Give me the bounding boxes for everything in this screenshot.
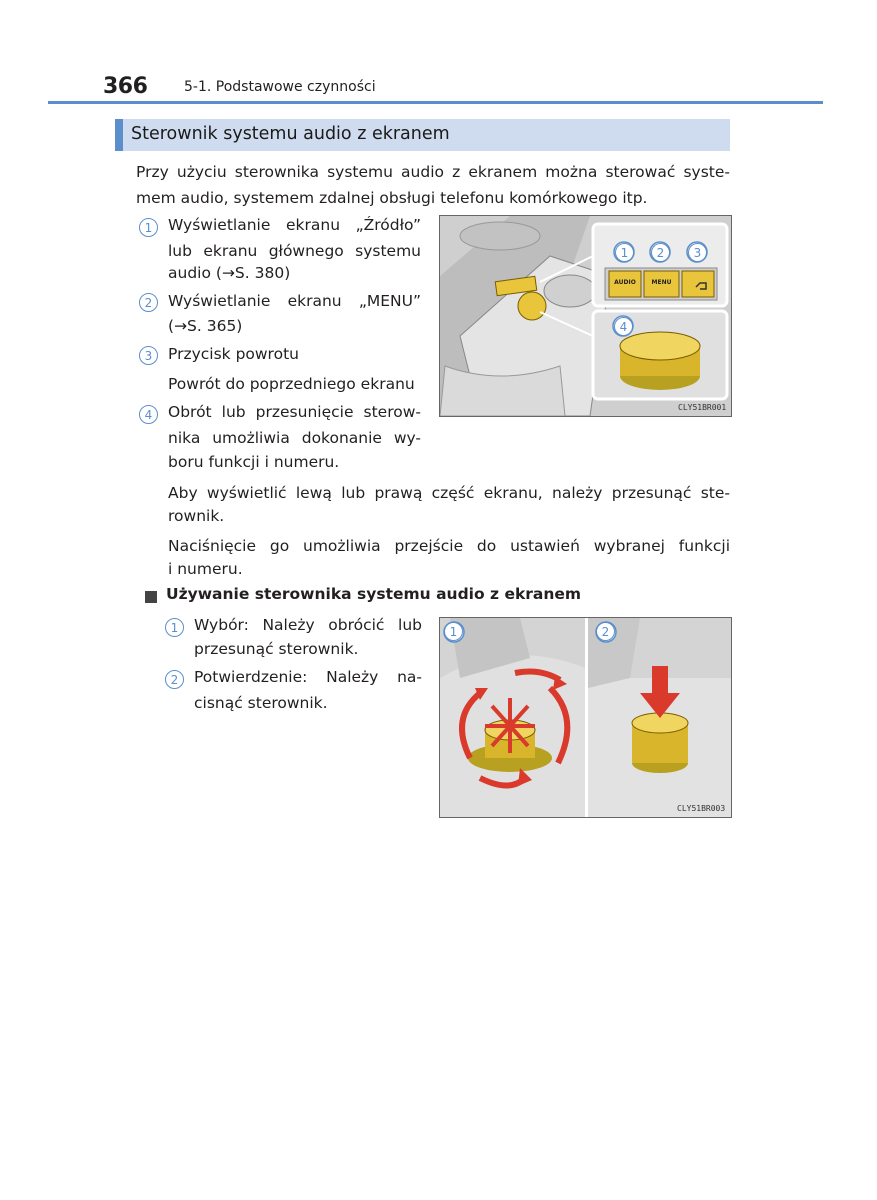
callout-1: 1 (615, 243, 634, 262)
section-marker (115, 119, 123, 151)
operation-figure (439, 617, 732, 818)
item-1-line-2: lub ekranu głównego systemu (168, 242, 421, 260)
para-2-line-1: Naciśnięcie go umożliwia przejście do ustawień wybranej funkcji (168, 537, 730, 555)
operation-illustration (440, 618, 731, 817)
controller-illustration (440, 216, 731, 416)
controller-figure (439, 215, 732, 417)
para-2-line-2: i numeru. (168, 560, 243, 578)
item-3-line-1: Przycisk powrotu (168, 345, 299, 363)
menu-button-label: MENU (651, 279, 672, 286)
subitem-1-line-2: przesunąć sterownik. (194, 640, 359, 658)
section-title: Sterownik systemu audio z ekranem (131, 124, 450, 144)
callout-2: 2 (651, 243, 670, 262)
item-1-line-1: Wyświetlanie ekranu „Źródło” (168, 216, 421, 234)
section-heading (115, 119, 730, 151)
para-1-line-1: Aby wyświetlić lewą lub prawą część ekranu, należy przesunąć ste- (168, 484, 730, 502)
subsection-title: Używanie sterownika systemu audio z ekranem (166, 585, 582, 603)
audio-button-label: AUDIO (614, 279, 636, 286)
chapter-title: 5-1. Podstawowe czynności (184, 79, 376, 95)
callout-4: 4 (614, 317, 633, 336)
subitem-number: 1 (165, 618, 184, 637)
item-number: 4 (139, 405, 158, 424)
panel-label-1: 1 (444, 622, 463, 641)
intro-line-1: Przy użyciu sterownika systemu audio z ekranem można sterować syste- (136, 163, 730, 181)
bullet-square (145, 591, 157, 603)
subitem-2-line-1: Potwierdzenie: Należy na- (194, 668, 422, 686)
figure-code: CLY51BR001 (678, 403, 727, 412)
item-4-line-2: nika umożliwia dokonanie wy- (168, 429, 421, 447)
subitem-number: 2 (165, 670, 184, 689)
subitem-1-line-1: Wybór: Należy obrócić lub (194, 616, 422, 634)
subitem-2-line-2: cisnąć sterownik. (194, 694, 328, 712)
panel-label-2: 2 (596, 622, 615, 641)
figure-code: CLY51BR003 (677, 804, 726, 813)
header-rule (48, 101, 823, 104)
item-4-line-3: boru funkcji i numeru. (168, 453, 340, 471)
item-number: 2 (139, 293, 158, 312)
item-2-line-1: Wyświetlanie ekranu „MENU” (168, 292, 421, 310)
item-number: 1 (139, 218, 158, 237)
intro-line-2: mem audio, systemem zdalnej obsługi telefonu komórkowego itp. (136, 189, 648, 207)
page-number: 366 (103, 74, 148, 99)
item-number: 3 (139, 346, 158, 365)
item-3-line-2: Powrót do poprzedniego ekranu (168, 375, 415, 393)
item-2-line-2: (→S. 365) (168, 317, 243, 335)
para-1-line-2: rownik. (168, 507, 225, 525)
item-1-line-3: audio (→S. 380) (168, 264, 291, 282)
item-4-line-1: Obrót lub przesunięcie sterow- (168, 403, 421, 421)
callout-3: 3 (688, 243, 707, 262)
